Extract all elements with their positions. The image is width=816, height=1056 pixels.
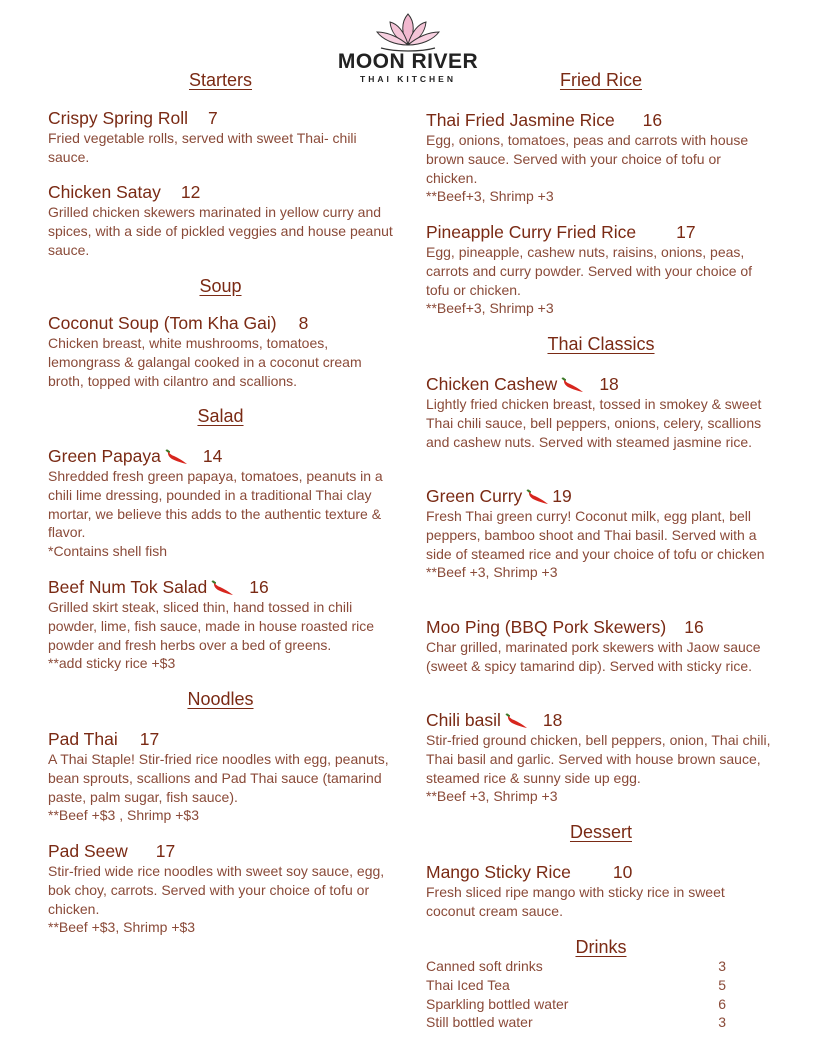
item-price: 8	[298, 313, 309, 333]
item-note: **Beef +$3, Shrimp +$3	[48, 919, 196, 936]
item-name: Thai Fried Jasmine Rice	[426, 110, 615, 130]
menu-item-chicken-satay	[48, 182, 393, 259]
chili-pepper-icon	[211, 580, 235, 596]
item-name: Crispy Spring Roll	[48, 108, 189, 128]
drink-price: 5	[718, 976, 726, 993]
section-title-dessert: Dessert	[569, 822, 632, 842]
chili-pepper-icon	[526, 489, 550, 505]
item-name: Beef Num Tok Salad	[48, 577, 208, 597]
chili-pepper-icon	[165, 449, 189, 465]
brand-name: MOON RIVER	[337, 50, 479, 73]
item-note: **Beef +$3 , Shrimp +$3	[48, 807, 199, 824]
menu-item-beef-num-tok-salad	[48, 577, 393, 673]
item-name: Green Curry	[426, 486, 523, 506]
item-name: Pad Seew	[48, 841, 128, 861]
drink-row	[426, 976, 726, 995]
item-name: Chili basil	[426, 710, 501, 730]
menu-item-pineapple-curry-fried-rice	[426, 222, 776, 318]
item-price: 19	[552, 486, 572, 506]
item-name: Pineapple Curry Fried Rice	[426, 222, 637, 242]
item-name: Moo Ping (BBQ Pork Skewers)	[426, 617, 667, 637]
item-name: Chicken Cashew	[426, 374, 558, 394]
drink-name: Canned soft drinks	[426, 958, 543, 974]
item-description: Egg, onions, tomatoes, peas and carrots with house brown sauce. Served with your choice of tofu or chicken.	[426, 132, 749, 186]
item-price: 14	[202, 446, 223, 466]
item-description: Egg, pineapple, cashew nuts, raisins, onions, peas, carrots and curry powder. Served with your choice of tofu or chicken.	[426, 244, 753, 298]
drink-name: Sparkling bottled water	[426, 995, 569, 1012]
drink-row	[426, 1013, 726, 1032]
chili-pepper-icon	[561, 377, 585, 393]
chili-pepper-icon	[505, 713, 529, 729]
item-price: 16	[249, 577, 269, 597]
drink-row	[426, 995, 726, 1014]
item-description: A Thai Staple! Stir-fried rice noodles with egg, peanuts, bean sprouts, scallions and Pad Thai sauce (tamarind paste, palm sugar, fish sauce).	[48, 751, 389, 805]
menu-item-chili-basil	[426, 710, 776, 806]
item-price: 17	[139, 729, 160, 749]
item-name: Coconut Soup (Tom Kha Gai)	[48, 313, 277, 333]
item-description: Shredded fresh green papaya, tomatoes, peanuts in a chili lime dressing, pounded in a traditional Thai clay mortar, we believe this adds to the authentic texture & flavor.	[48, 468, 383, 541]
menu-item-pad-thai	[48, 729, 393, 825]
drink-name: Thai Iced Tea	[426, 976, 510, 993]
item-description: Fried vegetable rolls, served with sweet Thai- chili sauce.	[48, 130, 357, 165]
menu-item-moo-ping	[426, 617, 776, 676]
section-title-starters: Starters	[188, 70, 253, 90]
drink-name: Still bottled water	[426, 1014, 533, 1031]
item-description: Fresh sliced ripe mango with sticky rice in sweet coconut cream sauce.	[426, 884, 725, 919]
menu-item-green-papaya	[48, 446, 393, 561]
item-description: Lightly fried chicken breast, tossed in smokey & sweet Thai chili sauce, bell peppers, onions, celery, scallions and cashew nuts. Served with steamed jasmine rice.	[426, 396, 762, 450]
section-title-thai-classics: Thai Classics	[547, 334, 655, 354]
item-name: Mango Sticky Rice	[426, 862, 571, 882]
drinks-list	[426, 957, 726, 1032]
item-name: Chicken Satay	[48, 182, 161, 202]
item-price: 18	[542, 710, 563, 730]
drink-price: 6	[718, 995, 726, 1012]
item-price: 17	[676, 222, 696, 242]
item-note: **Beef+3, Shrimp +3	[426, 188, 554, 205]
drink-price: 3	[718, 958, 726, 974]
drink-price: 3	[718, 1014, 726, 1031]
section-title-soup: Soup	[199, 276, 242, 296]
item-description: Chicken breast, white mushrooms, tomatoes, lemongrass & galangal cooked in a coconut cream broth, topped with cilantro and scallions.	[48, 335, 362, 389]
menu-item-coconut-soup	[48, 313, 393, 390]
item-price: 18	[599, 374, 619, 394]
item-price: 7	[208, 108, 218, 128]
item-price: 16	[684, 617, 704, 637]
item-description: Grilled chicken skewers marinated in yellow curry and spices, with a side of pickled veggies and house peanut sauce.	[48, 204, 393, 258]
section-title-salad: Salad	[197, 406, 244, 426]
menu-item-crispy-spring-roll	[48, 108, 393, 167]
item-note: **Beef +3, Shrimp +3	[426, 788, 558, 805]
menu-item-chicken-cashew	[426, 374, 776, 451]
menu-item-pad-seew	[48, 841, 393, 937]
menu-item-mango-sticky-rice	[426, 862, 776, 921]
menu-item-thai-fried-jasmine-rice	[426, 110, 776, 206]
item-description: Fresh Thai green curry! Coconut milk, egg plant, bell peppers, bamboo shoot and Thai basil. Served with a side of steamed rice and your choice of tofu or chicken	[426, 508, 765, 562]
drink-row	[426, 957, 726, 976]
item-description: Stir-fried ground chicken, bell peppers, onion, Thai chili, Thai basil and garlic. Served with house brown sauce, steamed rice & sunny side up egg.	[426, 732, 771, 786]
item-price: 12	[180, 182, 201, 202]
section-title-drinks: Drinks	[575, 937, 627, 957]
section-title-fried-rice: Fried Rice	[559, 70, 643, 90]
item-name: Pad Thai	[48, 729, 118, 749]
item-note: **Beef+3, Shrimp +3	[426, 300, 554, 317]
item-price: 10	[612, 862, 633, 882]
item-price: 16	[642, 110, 663, 130]
item-description: Grilled skirt steak, sliced thin, hand tossed in chili powder, lime, fish sauce, made in house roasted rice powder and fresh herbs over a bed of greens.	[48, 599, 375, 653]
item-note: *Contains shell fish	[48, 543, 168, 560]
item-note: **Beef +3, Shrimp +3	[426, 564, 558, 581]
item-description: Stir-fried wide rice noodles with sweet soy sauce, egg, bok choy, carrots. Served with your choice of tofu or chicken.	[48, 863, 385, 917]
item-note: **add sticky rice +$3	[48, 655, 176, 672]
item-price: 17	[155, 841, 176, 861]
item-name: Green Papaya	[48, 446, 161, 466]
item-description: Char grilled, marinated pork skewers with Jaow sauce (sweet & spicy tamarind dip). Served with sticky rice.	[426, 639, 761, 674]
lotus-icon	[373, 12, 443, 52]
section-title-noodles: Noodles	[187, 689, 254, 709]
menu-item-green-curry	[426, 486, 776, 582]
brand-subtitle: THAI KITCHEN	[360, 74, 456, 84]
